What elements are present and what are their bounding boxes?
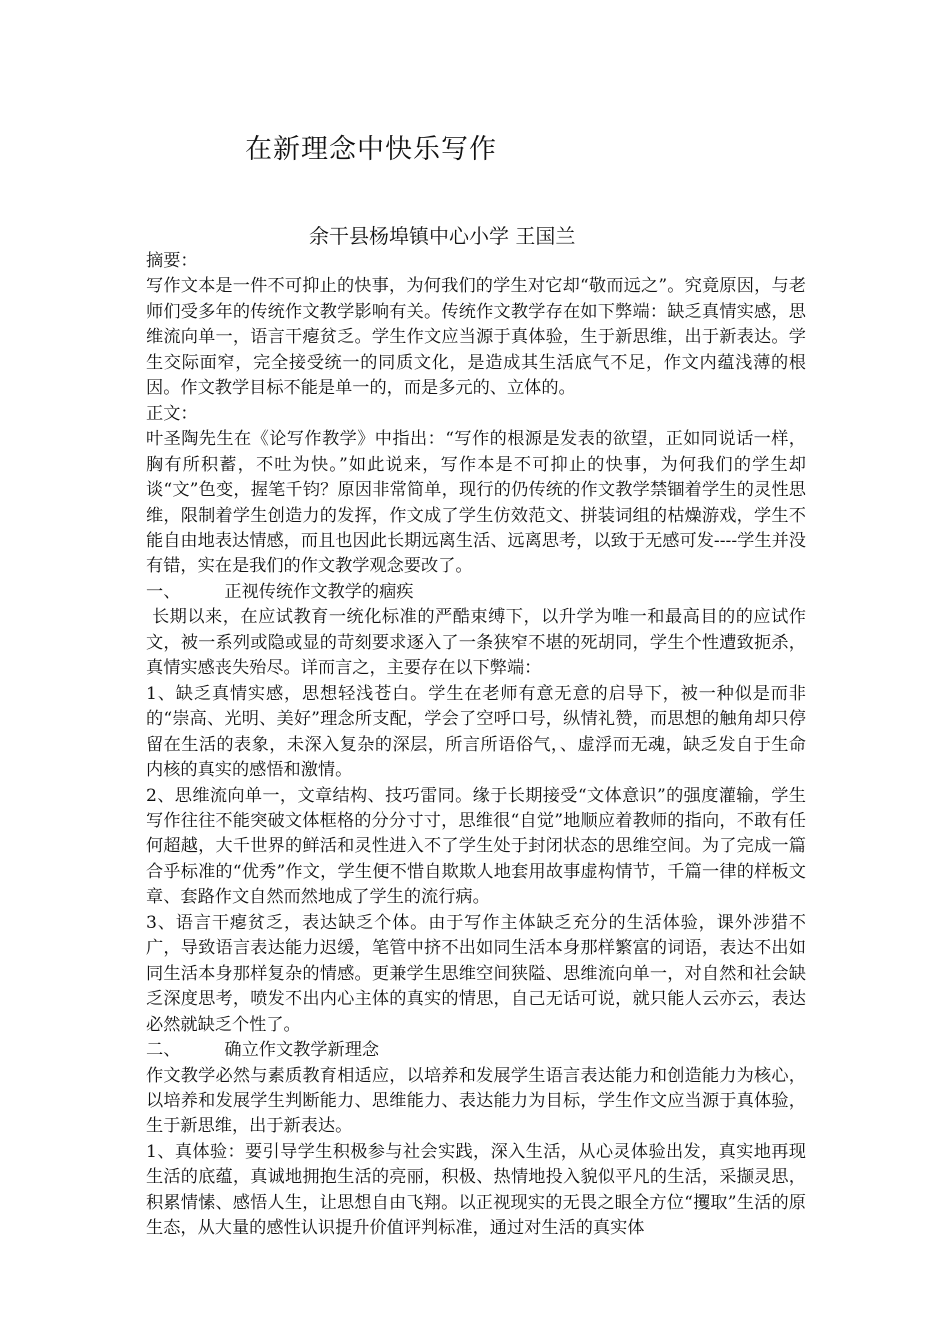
section2-intro-paragraph: 作文教学必然与素质教育相适应，以培养和发展学生语言表达能力和创造能力为核心，以培养和发展学生判断能力、思维能力、表达能力为目标，学生作文应当源于真体验，生于新思维，出于新表达。 xyxy=(146,1065,806,1137)
intro-paragraph: 叶圣陶先生在《论写作教学》中指出：“写作的根源是发表的欲望，正如同说话一样，胸有所积蓄，不吐为快。”如此说来，写作本是不可抑止的快事，为何我们的学生却谈“文”色变，握笔千钧？原因非常简单，现行的仍传统的作文教学禁锢着学生的灵性思维，限制着学生创造力的发挥，作文成了学生仿效范文、拼装词组的枯燥游戏，学生不能自由地表达情感，而且也因此长期远离生活、远离思考，以致于无感可发----学生并没有错，实在是我们的作文教学观念要改了。 xyxy=(146,429,806,577)
abstract-label: 摘要： xyxy=(146,251,198,271)
section-number-2: 二、 xyxy=(146,1040,181,1061)
section-heading-1 xyxy=(146,580,806,605)
section1-point-2: 2、思维流向单一，文章结构、技巧雷同。缘于长期接受“文体意识”的强度灌输，学生写作往往不能突破文体框格的分分寸寸，思维很“自觉”地顺应着教师的指向，不敢有任何超越，大千世界的鲜活和灵性进入不了学生处于封闭状态的思维空间。为了完成一篇合乎标准的“优秀”作文，学生便不惜自欺欺人地套用故事虚构情节，千篇一律的样板文章、套路作文自然而然地成了学生的流行病。 xyxy=(146,785,806,908)
section1-point-1: 1、缺乏真情实感，思想轻浅苍白。学生在老师有意无意的启导下，被一种似是而非的“崇高、光明、美好”理念所支配，学会了空呼口号，纵情礼赞，而思想的触角却只停留在生活的表象，未深入复杂的深层，所言所语俗气，、虚浮而无魂，缺乏发自于生命内核的真实的感悟和激情。 xyxy=(146,683,806,781)
abstract-paragraph: 写作文本是一件不可抑止的快事，为何我们的学生对它却“敬而远之”。究竟原因，与老师们受多年的传统作文教学影响有关。传统作文教学存在如下弊端：缺乏真情实感，思维流向单一，语言干瘪贫乏。学生作文应当源于真体验，生于新思维，出于新表达。学生交际面窄，完全接受统一的同质文化，是造成其生活底气不足，作文内蕴浅薄的根因。作文教学目标不能是单一的，而是多元的、立体的。 xyxy=(146,276,806,399)
section-number-1: 一、 xyxy=(146,581,181,602)
section2-point-1: 1、真体验：要引导学生积极参与社会实践，深入生活，从心灵体验出发，真实地再现生活的底蕴，真诚地拥抱生活的亮丽，积极、热情地投入貌似平凡的生活，采撷灵思，积累情愫、感悟人生，让思想自由飞翔。以正视现实的无畏之眼全方位“攫取”生活的原生态，从大量的感性认识提升价值评判标准，通过对生活的真实体 xyxy=(146,1141,806,1239)
section1-point-3: 3、语言干瘪贫乏，表达缺乏个体。由于写作主体缺乏充分的生活体验，课外涉猎不广，导致语言表达能力迟缓，笔管中挤不出如同生活本身那样繁富的词语，表达不出如同生活本身那样复杂的情感。更兼学生思维空间狭隘、思维流向单一，对自然和社会缺乏深度思考，喷发不出内心主体的真实的情思，自己无话可说，就只能人云亦云，表达必然就缺乏个性了。 xyxy=(146,912,806,1035)
document-title: 在新理念中快乐写作 xyxy=(245,134,497,165)
section-title-1: 正视传统作文教学的痼疾 xyxy=(224,581,414,602)
section-heading-2 xyxy=(146,1038,806,1063)
author-line: 余干县杨埠镇中心小学 王国兰 xyxy=(309,224,576,248)
main-label: 正文： xyxy=(146,403,198,424)
section1-intro-paragraph: 长期以来，在应试教育一统化标准的严酷束缚下，以升学为唯一和最高目的的应试作文，被一系列或隐或显的苛刻要求逐入了一条狭窄不堪的死胡同，学生个性遭致扼杀，真情实感丧失殆尽。详而言之，主要存在以下弊端： xyxy=(146,607,806,679)
document-body xyxy=(146,249,806,1242)
section-title-2: 确立作文教学新理念 xyxy=(224,1040,380,1061)
